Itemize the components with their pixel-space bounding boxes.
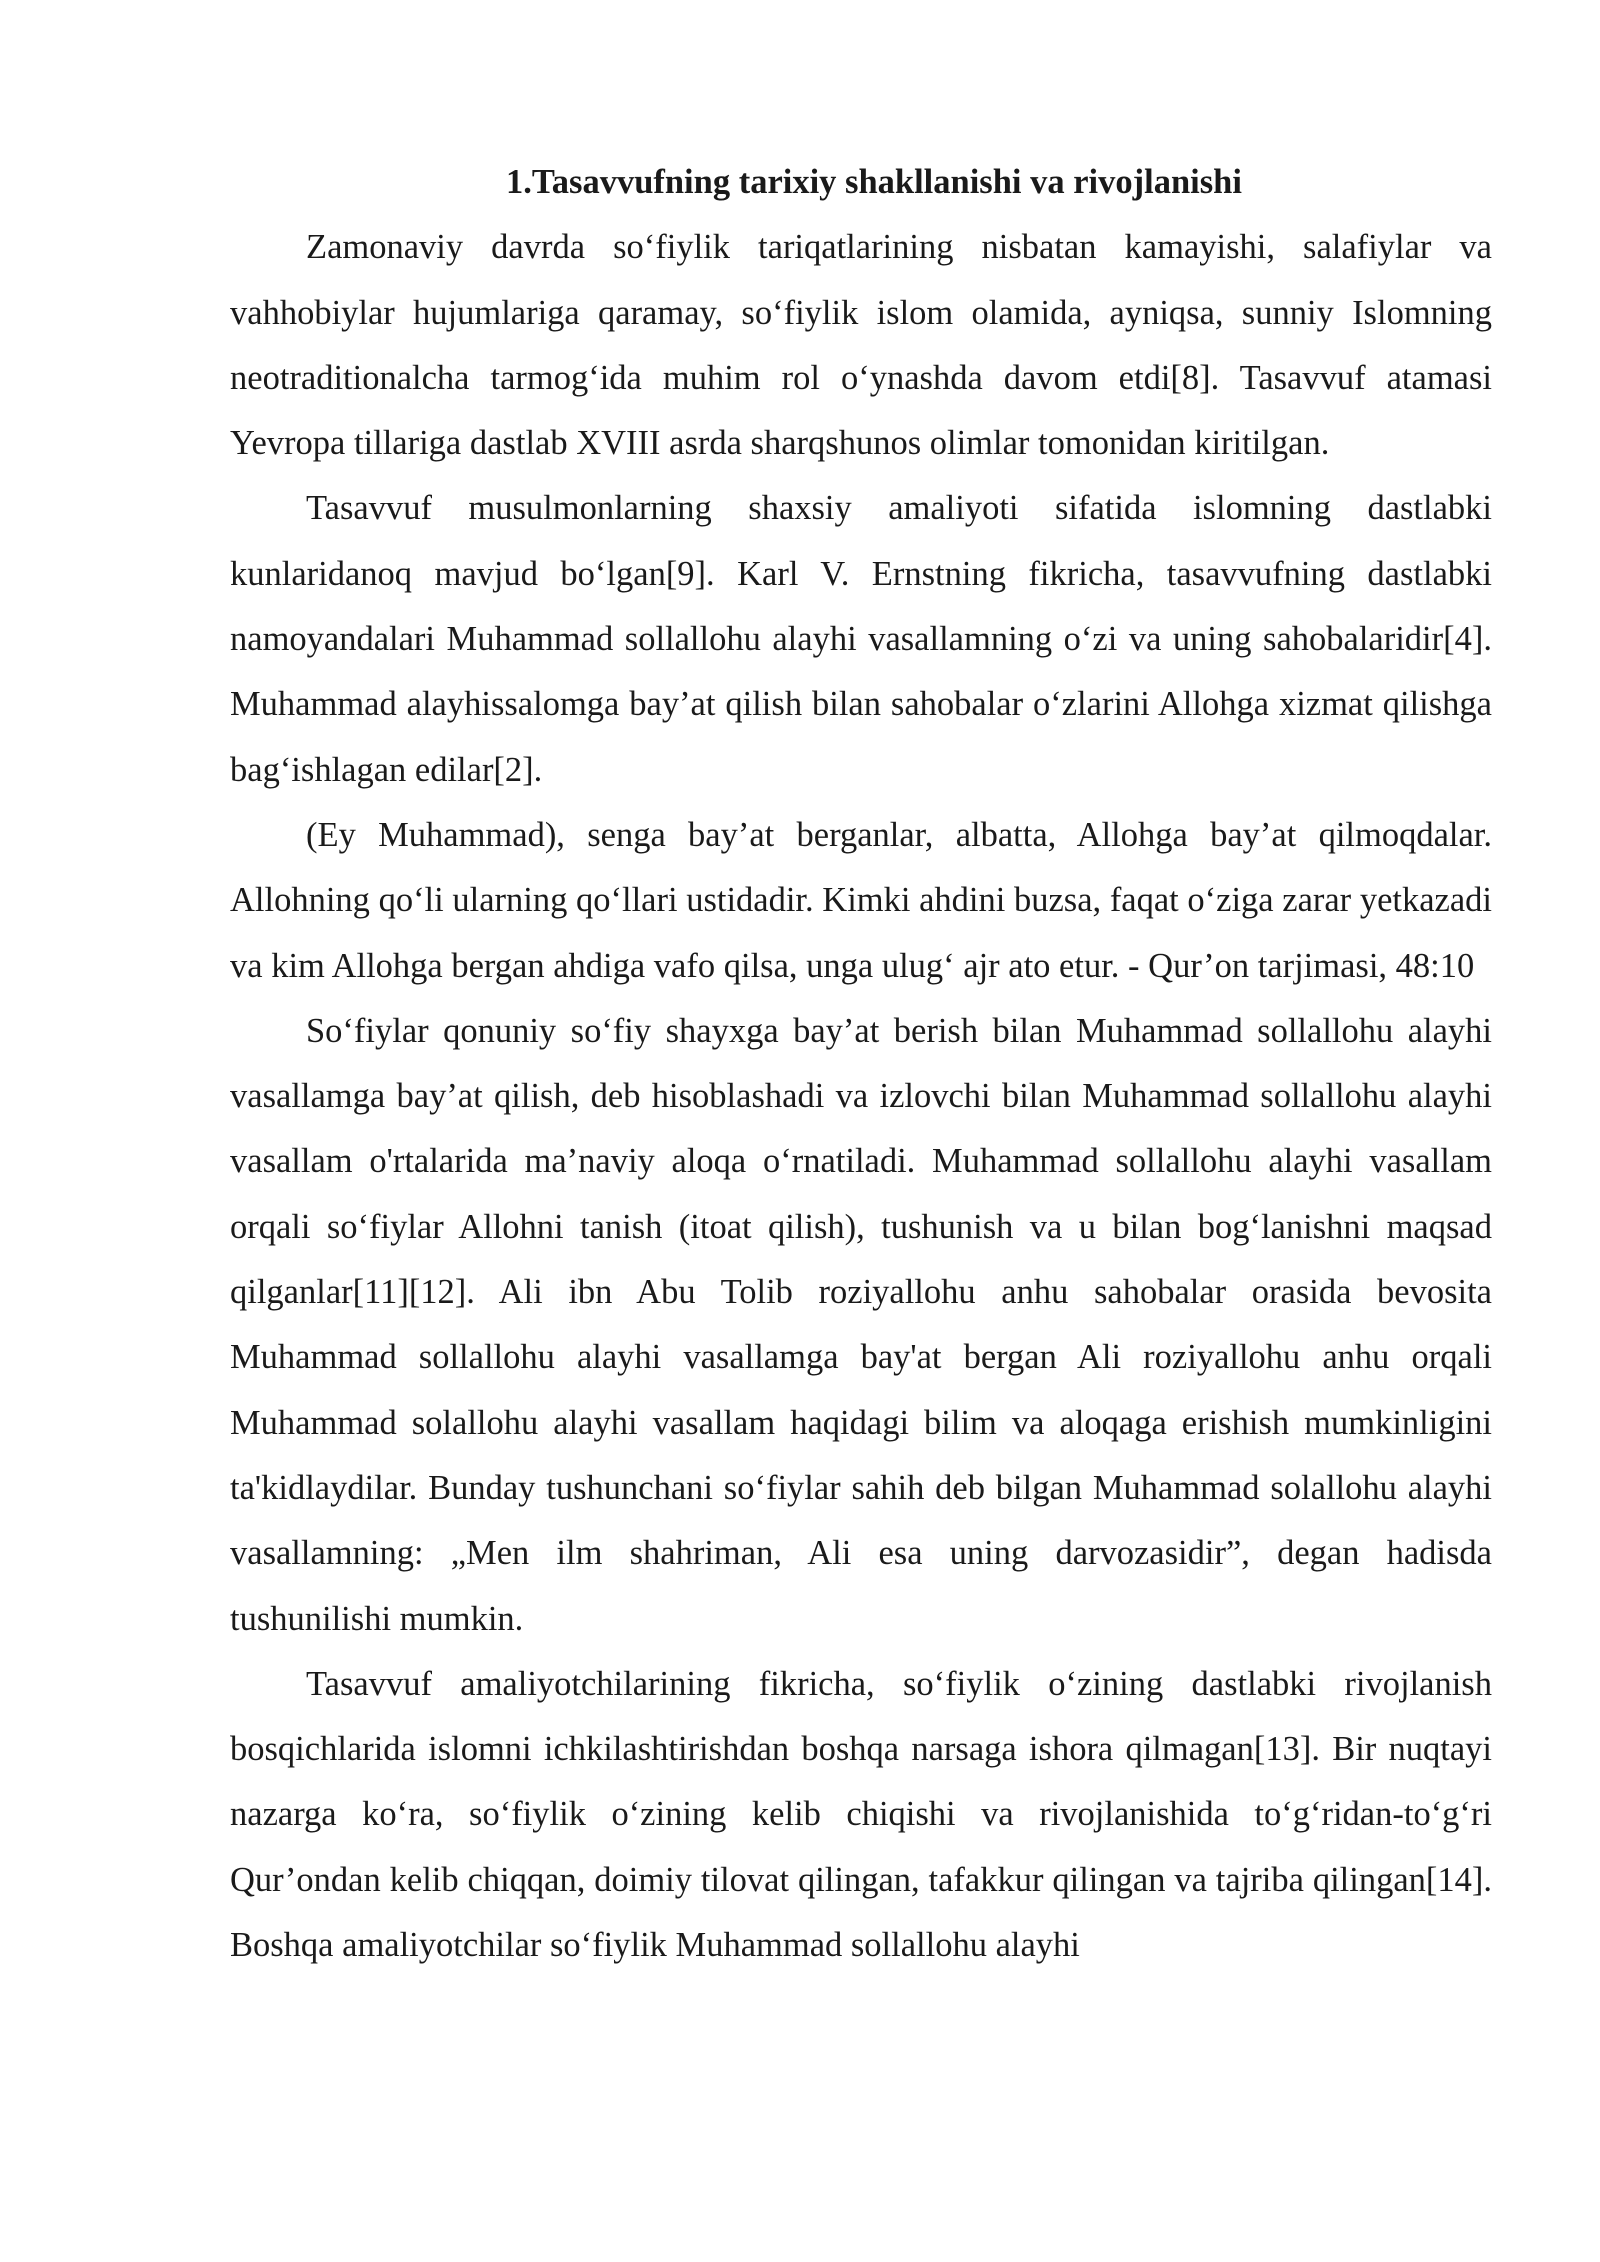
paragraph-1: Zamonaviy davrda so‘fiylik tariqatlarining nisbatan kamayishi, salafiylar va vahhobiylar hujumlariga qaramay, so‘fiylik islom olamida, ayniqsa, sunniy Islomning neotraditionalcha tarmog‘ida muhim rol o‘ynashda davom etdi[8]. Tasavvuf atamasi Yevropa tillariga dastlab XVIII asrda sharqshunos olimlar tomonidan kiritilgan.: [230, 228, 1492, 463]
paragraph-3-quran-quote: (Ey Muhammad), senga bay’at berganlar, albatta, Allohga bay’at qilmoqdalar. Allohning qo‘li ularning qo‘llari ustidadir. Kimki ahdini buzsa, faqat o‘ziga zarar yetkazadi va kim Allohga bergan ahdiga vafo qilsa, unga ulug‘ ajr ato etur. - Qur’on tarjimasi, 48:10: [230, 815, 1492, 985]
paragraph-5: Tasavvuf amaliyotchilarining fikricha, so‘fiylik o‘zining dastlabki rivojlanish bosqichlarida islomni ichkilashtirishdan boshqa narsaga ishora qilmagan[13]. Bir nuqtayi nazarga ko‘ra, so‘fiylik o‘zining kelib chiqishi va rivojlanishida to‘g‘ridan-to‘g‘ri Qur’ondan kelib chiqqan, doimiy tilovat qilingan, tafakkur qilingan va tajriba qilingan[14]. Boshqa amaliyotchilar so‘fiylik Muhammad sollallohu alayhi: [230, 1664, 1492, 1965]
paragraph-4: So‘fiylar qonuniy so‘fiy shayxga bay’at berish bilan Muhammad sollallohu alayhi vasallamga bay’at qilish, deb hisoblashadi va izlovchi bilan Muhammad sollallohu alayhi vasallam o'rtalarida ma’naviy aloqa o‘rnatiladi. Muhammad sollallohu alayhi vasallam orqali so‘fiylar Allohni tanish (itoat qilish), tushunish va u bilan bog‘lanishni maqsad qilganlar[11][12]. Ali ibn Abu Tolib roziyallohu anhu sahobalar orasida bevosita Muhammad sollallohu alayhi vasallamga bay'at bergan Ali roziyallohu anhu orqali Muhammad solallohu alayhi vasallam haqidagi bilim va aloqaga erishish mumkinligini ta'kidlaydilar. Bunday tushunchani so‘fiylar sahih deb bilgan Muhammad solallohu alayhi vasallamning: „Men ilm shahriman, Ali esa uning darvozasidir”, degan hadisda tushunilishi mumkin.: [230, 1011, 1492, 1638]
document-page: [230, 150, 1492, 1978]
section-title: 1.Tasavvufning tarixiy shakllanishi va rivojlanishi: [506, 163, 1242, 201]
paragraph-2: Tasavvuf musulmonlarning shaxsiy amaliyoti sifatida islomning dastlabki kunlaridanoq mavjud bo‘lgan[9]. Karl V. Ernstning fikricha, tasavvufning dastlabki namoyandalari Muhammad sollallohu alayhi vasallamning o‘zi va uning sahobalaridir[4]. Muhammad alayhissalomga bay’at qilish bilan sahobalar o‘zlarini Allohga xizmat qilishga bag‘ishlagan edilar[2].: [230, 489, 1492, 789]
